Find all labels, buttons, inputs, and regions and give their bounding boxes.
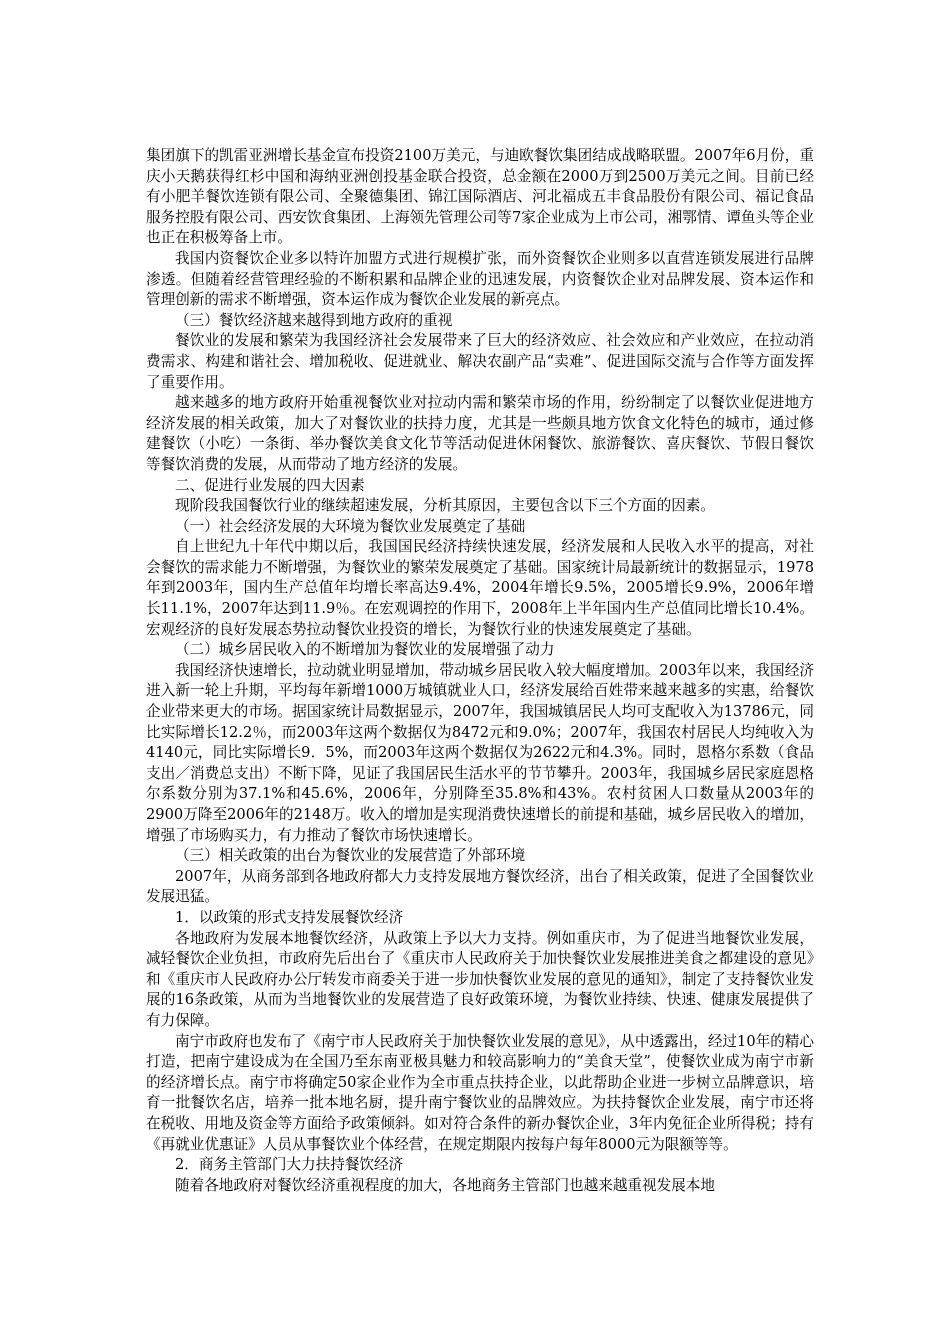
paragraph-16: 南宁市政府也发布了《南宁市人民政府关于加快餐饮业发展的意见》，从中透露出，经过10年的精心打造，把南宁建设成为在全国乃至东南亚极具魅力和较高影响力的“美食天堂”，使餐饮业成为南宁市新的经济增长点。南宁市将确定50家企业作为全市重点扶持企业，以此帮助企业进一步树立品牌意识，培育一批餐饮名店，培养一批本地名厨，提升南宁餐饮业的品牌效应。为扶持餐饮企业发展，南宁市还将在税收、用地及资金等方面给予政策倾斜。如对符合条件的新办餐饮企业，3年内免征企业所得税；持有《再就业优惠证》人员从事餐饮业个体经营，在规定期限内按每户每年8000元为限额等等。 xyxy=(146,1032,814,1153)
paragraph-1: 集团旗下的凯雷亚洲增长基金宣布投资2100万美元，与迪欧餐饮集团结成战略联盟。2007年6月份，重庆小天鹅获得红杉中国和海纳亚洲创投基金联合投资，总金额在2000万到2500万美元之间。目前已经有小肥羊餐饮连锁有限公司、全聚德集团、锦江国际酒店、河北福成五丰食品股份有限公司、福记食品服务控股有限公司、西安饮食集团、上海领先管理公司等7家企业成为上市公司，湘鄂情、谭鱼头等企业也正在积极筹备上市。 xyxy=(146,147,814,247)
paragraph-15: 各地政府为发展本地餐饮经济，从政策上予以大力支持。例如重庆市，为了促进当地餐饮业发展，减轻餐饮企业负担，市政府先后出台了《重庆市人民政府关于加快餐饮业发展推进美食之都建设的意见》和《重庆市人民政府办公厅转发市商委关于进一步加快餐饮业发展的意见的通知》，制定了支持餐饮业发展的16条政策，从而为当地餐饮业的发展营造了良好政策环境，为餐饮业持续、快速、健康发展提供了有力保障。 xyxy=(146,929,814,1029)
paragraph-4: 餐饮业的发展和繁荣为我国经济社会发展带来了巨大的经济效应、社会效应和产业效应，在拉动消费需求、构建和谐社会、增加税收、促进就业、解决农副产品“卖难”、促进国际交流与合作等方面发挥了重要作用。 xyxy=(146,332,814,391)
paragraph-5: 越来越多的地方政府开始重视餐饮业对拉动内需和繁荣市场的作用，纷纷制定了以餐饮业促进地方经济发展的相关政策，加大了对餐饮业的扶持力度，尤其是一些颇具地方饮食文化特色的城市，通过修建餐饮（小吃）一条街、举办餐饮美食文化节等活动促进休闲餐饮、旅游餐饮、喜庆餐饮、节假日餐饮等餐饮消费的发展，从而带动了地方经济的发展。 xyxy=(146,394,814,473)
paragraph-9: 自上世纪九十年代中期以后，我国国民经济持续快速发展，经济发展和人民收入水平的提高，对社会餐饮的需求能力不断增强，为餐饮业的繁荣发展奠定了基础。国家统计局最新统计的数据显示，1978年到2003年，国内生产总值年均增长率高达9.4%，2004年增长9.5%，2005增长9.9%，2006年增长11.1%，2007年达到11.9％。在宏观调控的作用下，2008年上半年国内生产总值同比增长10.4%。宏观经济的良好发展态势拉动餐饮业投资的增长，为餐饮行业的快速发展奠定了基础。 xyxy=(146,538,814,638)
section-heading-3: （三）餐饮经济越来越得到地方政府的重视 xyxy=(175,311,453,329)
paragraph-7: 现阶段我国餐饮行业的继续超速发展，分析其原因，主要包含以下三个方面的因素。 xyxy=(175,497,715,515)
section-heading-8: （一）社会经济发展的大环境为餐饮业发展奠定了基础 xyxy=(175,517,526,535)
paragraph-2: 我国内资餐饮企业多以特许加盟方式进行规模扩张，而外资餐饮企业则多以直营连锁发展进行品牌渗透。但随着经营管理经验的不断积累和品牌企业的迅速发展，内资餐饮企业对品牌发展、资本运作和管理创新的需求不断增强，资本运作成为餐饮企业发展的新亮点。 xyxy=(146,249,814,309)
paragraph-11: 我国经济快速增长，拉动就业明显增加，带动城乡居民收入较大幅度增加。2003年以来，我国经济进入新一轮上升期，平均每年新增1000万城镇就业人口，经济发展给百姓带来越来越多的实惠，给餐饮企业带来更大的市场。据国家统计局数据显示，2007年，我国城镇居民人均可支配收入为13786元，同比实际增长12.2％，而2003年这两个数据仅为8472元和9.0%；2007年，我国农村居民人均纯收入为4140元，同比实际增长9．5%，而2003年这两个数据仅为2622元和4.3%。同时，恩格尔系数（食品支出／消费总支出）不断下降，见证了我国居民生活水平的节节攀升。2003年，我国城乡居民家庭恩格尔系数分别为37.1%和45.6%，2006年，分别降至35.8%和43%。农村贫困人口数量从2003年的2900万降至2006年的2148万。收入的增加是实现消费快速增长的前提和基础，城乡居民收入的增加，增强了市场购买力，有力推动了餐饮市场快速增长。 xyxy=(146,661,814,844)
subsection-heading-14: 1．以政策的形式支持发展餐饮经济 xyxy=(175,908,404,926)
subsection-heading-17: 2．商务主管部门大力扶持餐饮经济 xyxy=(175,1156,404,1174)
section-heading-10: （二）城乡居民收入的不断增加为餐饮业的发展增强了动力 xyxy=(175,641,555,659)
section-heading-12: （三）相关政策的出台为餐饮业的发展营造了外部环境 xyxy=(175,847,526,865)
section-heading-6: 二、促进行业发展的四大因素 xyxy=(175,476,365,494)
document-page xyxy=(146,146,814,1196)
paragraph-18: 随着各地政府对餐饮经济重视程度的加大，各地商务主管部门也越来越重视发展本地 xyxy=(175,1176,715,1194)
paragraph-13: 2007年，从商务部到各地政府都大力支持发展地方餐饮经济，出台了相关政策，促进了全国餐饮业发展迅猛。 xyxy=(146,867,814,906)
